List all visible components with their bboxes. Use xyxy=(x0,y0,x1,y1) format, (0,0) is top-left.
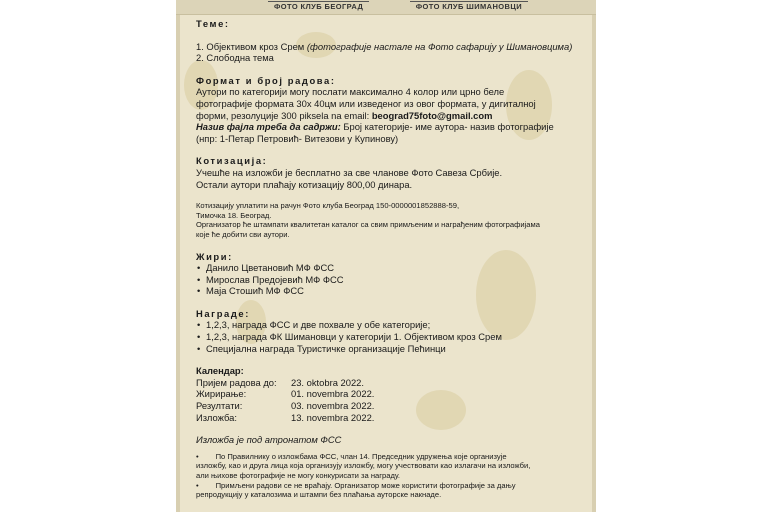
rule-1-line-2: изложбу, као и друга лица која организују изложбу, могу учествовати као излагачи на изложби, xyxy=(196,461,531,471)
list-item: • 1,2,3, награда ФСС и две похвале у обе категорије; xyxy=(197,319,431,331)
payment-line-1: Котизацију уплатити на рачун Фото клуба Београд 150-0000001852888-59, xyxy=(196,201,460,211)
jury-list xyxy=(196,262,588,297)
fee-heading: Котизација: xyxy=(196,155,268,167)
rule-2-line-1: • Примљени радови се не враћају. Организатор може користити фотографије за дању xyxy=(196,480,516,490)
fee-line-1: Учешће на изложби је бесплатно за све чланове Фото Савеза Србије. xyxy=(196,166,503,178)
rule-1-line-1: • По Правилнику о изложбама ФСС, члан 14. Председник удружења које организује xyxy=(196,451,507,461)
filename-example: (нпр: 1-Петар Петровић- Витезови у Купинову) xyxy=(196,132,399,144)
format-line-2: фотографије формата 30x 40цм или изведеног из овог формата, у дигиталној xyxy=(196,97,536,109)
filename-rule xyxy=(196,121,588,133)
payment-line-2: Тимочка 18. Београд. xyxy=(196,210,272,220)
theme-1 xyxy=(196,41,588,53)
calendar-heading: Календар: xyxy=(196,365,244,377)
rules-block xyxy=(196,452,588,500)
filename-label: Назив фајла треба да садржи: xyxy=(196,121,341,133)
calendar-row: Жирирање: 01. novembra 2022. xyxy=(196,388,375,400)
awards-list xyxy=(196,319,588,354)
header-band xyxy=(176,0,596,15)
jury-heading: Жири: xyxy=(196,250,233,262)
calendar-row: Резултати: 03. novembra 2022. xyxy=(196,400,375,412)
page-left-edge xyxy=(176,0,180,512)
club-beograd-label: ФОТО КЛУБ БЕОГРАД xyxy=(268,1,369,11)
page-right-edge xyxy=(592,0,596,512)
catalog-line-1: Организатор ће штампати квалитетан каталог са свим примљеним и награђеним фотографијама xyxy=(196,220,540,230)
document-page xyxy=(176,0,596,512)
fee-line-2: Остали аутори плаћају котизацију 800,00 динара. xyxy=(196,178,413,190)
catalog-line-2: које ће добити сви аутори. xyxy=(196,229,290,239)
format-heading: Формат и број радова: xyxy=(196,74,336,86)
rule-1-line-3: али њихове фотографије не могу конкурисати за награду. xyxy=(196,471,401,480)
filename-text: Број категорије- име аутора- назив фотографије xyxy=(340,121,554,133)
rule-2-line-2: репродукцију у каталозима и штампи без плаћања ауторске накнаде. xyxy=(196,490,442,500)
list-item: • 1,2,3, награда ФК Шимановци у категорији 1. Објективом кроз Срем xyxy=(197,331,502,343)
theme-1-title: 1. Објективом кроз Срем xyxy=(196,40,307,52)
calendar-row: Пријем радова до: 23. oktobra 2022. xyxy=(196,376,364,388)
themes-heading: Теме: xyxy=(196,18,230,29)
list-item: • Специјална награда Туристичке организације Пећинци xyxy=(197,342,446,354)
list-item: • Маја Стошић МФ ФСС xyxy=(197,285,304,297)
format-line-3 xyxy=(196,110,588,122)
bullet-icon: • xyxy=(197,331,201,343)
format-line-3-text: форми, резолуције 300 piksela na email: xyxy=(196,109,372,121)
bullet-icon: • xyxy=(197,262,201,274)
bullet-icon: • xyxy=(197,273,201,285)
bullet-icon: • xyxy=(197,342,201,354)
theme-2: 2. Слободна тема xyxy=(196,52,274,64)
theme-1-note: (фотографије настале на Фото сафарију у Шимановцима) xyxy=(306,40,573,52)
bullet-icon: • xyxy=(197,285,201,297)
submission-email: beograd75foto@gmail.com xyxy=(371,109,493,121)
club-simanovci-label: ФОТО КЛУБ ШИМАНОВЦИ xyxy=(410,1,528,11)
bullet-icon: • xyxy=(197,319,201,331)
document-content xyxy=(196,18,588,500)
format-line-1: Аутори по категорији могу послати максимално 4 колор или црно беле xyxy=(196,86,505,98)
patronage-note: Изложба је под атронатом ФСС xyxy=(196,434,342,446)
calendar-row: Изложба: 13. novembra 2022. xyxy=(196,411,375,423)
list-item: • Данило Цветановић МФ ФСС xyxy=(197,262,335,274)
list-item: • Мирослав Предојевић МФ ФСС xyxy=(197,273,344,285)
awards-heading: Награде: xyxy=(196,307,250,319)
